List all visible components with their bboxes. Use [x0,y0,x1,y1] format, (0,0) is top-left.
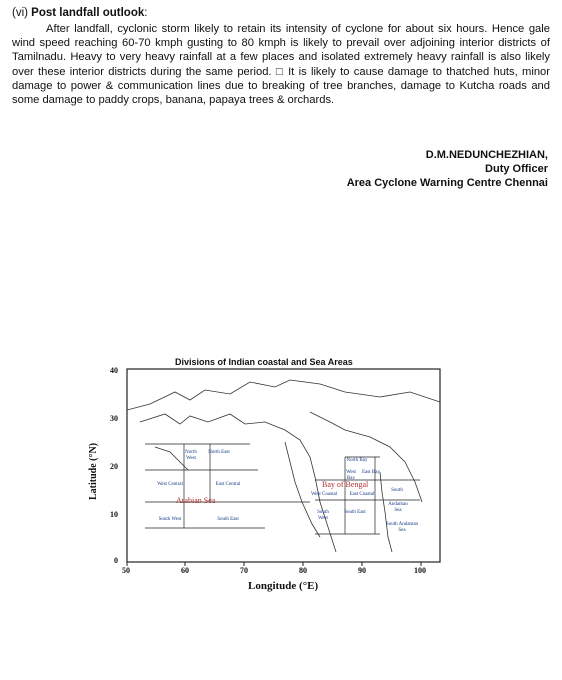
region-north-bay: North Bay [346,458,368,463]
outlook-paragraph: After landfall, cyclonic storm likely to retain its intensity of cyclone for about six hours. Hence gale wind speed reaching 60-70 kmph gusting to 80 kmph is likely to prevail over adjoining interior districts of Tamilnadu. Heavy to very heavy rainfall at a few places and isolated extremely heavy rainfall is also likely over these interior districts during the same period. □ It is likely to cause damage to thatched huts, minor damage to power & communication lines due to breaking of tree branches, damage to Kutcha roads and some damage to paddy crops, banana, papaya trees & orchards. [12,23,550,107]
section-title: Post landfall outlook [31,7,145,19]
region-east-coastal: East Coastal [349,492,375,497]
officer-role: Duty Officer [485,163,548,175]
region-bay-south-east: South East [344,510,366,515]
x-tick-70: 70 [240,566,248,575]
region-south-andaman: South [391,488,403,493]
bay-of-bengal-label: Bay of Bengal [322,480,369,489]
section-heading: (vi) Post landfall outlook: [12,7,148,19]
y-tick-0: 0 [114,556,118,565]
region-andaman-sea: Andaman Sea [388,502,408,513]
y-tick-40: 40 [110,366,118,375]
arabian-sea-label: Arabian Sea [176,496,216,505]
y-tick-30: 30 [110,414,118,423]
region-east-bay: East Bay [362,470,380,475]
region-north-west: North West [185,450,197,461]
x-tick-80: 80 [299,566,307,575]
office-name: Area Cyclone Warning Centre Chennai [346,177,548,189]
sea-areas-map [80,352,460,602]
x-tick-90: 90 [358,566,366,575]
x-axis-label: Longitude (°E) [248,580,319,592]
signature-block [347,148,548,190]
x-tick-50: 50 [122,566,130,575]
region-north-east: North East [208,450,230,455]
y-axis-label: Latitude (°N) [88,442,99,500]
officer-name: D.M.NEDUNCHEZHIAN, [425,149,548,161]
region-west-coastal: West Coastal [310,492,338,497]
region-south-andaman-sea: South Andaman Sea [385,522,419,533]
y-tick-10: 10 [110,510,118,519]
region-south-west: South West [158,517,182,522]
x-tick-60: 60 [181,566,189,575]
region-bay-south-west: South West [317,510,329,521]
region-west-central: West Central [157,482,183,487]
region-south-east: South East [217,517,239,522]
figure-title: Divisions of Indian coastal and Sea Areas [175,357,353,367]
region-west-bay: West Bay [346,470,356,481]
region-east-central: East Central [215,482,241,487]
y-tick-20: 20 [110,462,118,471]
x-tick-100: 100 [414,566,426,575]
